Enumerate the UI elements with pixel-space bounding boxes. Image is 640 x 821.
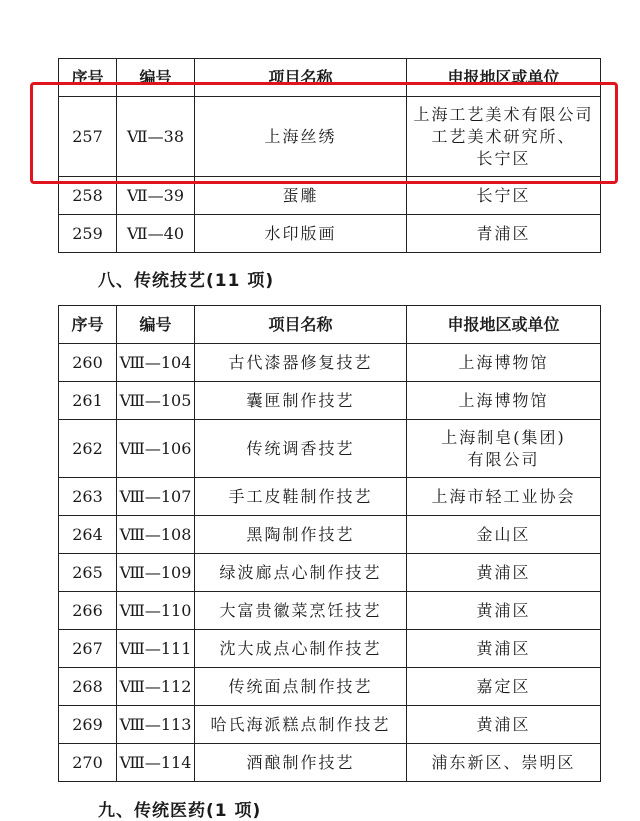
cell-code: Ⅷ—112 (117, 668, 195, 706)
cell-name: 手工皮鞋制作技艺 (195, 478, 407, 516)
cell-region: 浦东新区、崇明区 (407, 744, 601, 782)
cell-name: 蛋雕 (195, 177, 407, 215)
table-header-row (59, 306, 601, 344)
cell-name: 黑陶制作技艺 (195, 516, 407, 554)
cell-region: 上海制皂(集团) 有限公司 (407, 420, 601, 478)
table-row (59, 344, 601, 382)
cell-seq: 267 (59, 630, 117, 668)
cell-seq: 266 (59, 592, 117, 630)
cell-name: 哈氏海派糕点制作技艺 (195, 706, 407, 744)
cell-region: 上海博物馆 (407, 344, 601, 382)
table-header-row (59, 59, 601, 97)
cell-seq: 265 (59, 554, 117, 592)
table-row (59, 630, 601, 668)
cell-seq: 260 (59, 344, 117, 382)
cell-name: 绿波廊点心制作技艺 (195, 554, 407, 592)
cell-region: 上海市轻工业协会 (407, 478, 601, 516)
cell-name: 大富贵徽菜烹饪技艺 (195, 592, 407, 630)
cell-region: 上海博物馆 (407, 382, 601, 420)
table-row (59, 177, 601, 215)
header-region: 申报地区或单位 (407, 59, 601, 97)
cell-seq: 269 (59, 706, 117, 744)
cell-code: Ⅷ—107 (117, 478, 195, 516)
cell-code: Ⅷ—111 (117, 630, 195, 668)
header-code: 编号 (117, 306, 195, 344)
header-seq: 序号 (59, 59, 117, 97)
heritage-table-visual-arts (58, 58, 601, 253)
cell-seq: 268 (59, 668, 117, 706)
cell-name: 传统调香技艺 (195, 420, 407, 478)
cell-code: Ⅷ—113 (117, 706, 195, 744)
cell-name: 水印版画 (195, 215, 407, 253)
table-row (59, 516, 601, 554)
header-region: 申报地区或单位 (407, 306, 601, 344)
header-name: 项目名称 (195, 306, 407, 344)
cell-code: Ⅶ—38 (117, 97, 195, 177)
cell-code: Ⅷ—105 (117, 382, 195, 420)
cell-region: 嘉定区 (407, 668, 601, 706)
cell-code: Ⅶ—40 (117, 215, 195, 253)
cell-code: Ⅷ—109 (117, 554, 195, 592)
header-code: 编号 (117, 59, 195, 97)
table-row (59, 420, 601, 478)
cell-code: Ⅷ—108 (117, 516, 195, 554)
table-row (59, 97, 601, 177)
table-row (59, 382, 601, 420)
cell-region: 黄浦区 (407, 630, 601, 668)
cell-name: 古代漆器修复技艺 (195, 344, 407, 382)
cell-name: 囊匣制作技艺 (195, 382, 407, 420)
cell-region: 黄浦区 (407, 554, 601, 592)
cell-name: 酒酿制作技艺 (195, 744, 407, 782)
cell-region: 上海工艺美术有限公司 工艺美术研究所、 长宁区 (407, 97, 601, 177)
cell-seq: 263 (59, 478, 117, 516)
cell-region: 黄浦区 (407, 706, 601, 744)
cell-seq: 262 (59, 420, 117, 478)
section-heading-traditional-crafts: 八、传统技艺(11 项) (98, 271, 275, 291)
section-heading-traditional-medicine: 九、传统医药(1 项) (98, 801, 262, 821)
header-name: 项目名称 (195, 59, 407, 97)
table-row (59, 706, 601, 744)
cell-code: Ⅷ—104 (117, 344, 195, 382)
cell-seq: 257 (59, 97, 117, 177)
header-seq: 序号 (59, 306, 117, 344)
cell-code: Ⅷ—106 (117, 420, 195, 478)
cell-code: Ⅶ—39 (117, 177, 195, 215)
table-row (59, 554, 601, 592)
cell-name: 沈大成点心制作技艺 (195, 630, 407, 668)
table-row (59, 215, 601, 253)
cell-seq: 259 (59, 215, 117, 253)
cell-code: Ⅷ—110 (117, 592, 195, 630)
table-row (59, 592, 601, 630)
cell-seq: 264 (59, 516, 117, 554)
cell-region: 青浦区 (407, 215, 601, 253)
cell-region: 金山区 (407, 516, 601, 554)
cell-name: 传统面点制作技艺 (195, 668, 407, 706)
cell-region: 黄浦区 (407, 592, 601, 630)
heritage-table-traditional-crafts (58, 305, 601, 782)
cell-code: Ⅷ—114 (117, 744, 195, 782)
cell-seq: 270 (59, 744, 117, 782)
table-row (59, 744, 601, 782)
table-row (59, 478, 601, 516)
cell-region: 长宁区 (407, 177, 601, 215)
cell-seq: 261 (59, 382, 117, 420)
cell-name: 上海丝绣 (195, 97, 407, 177)
cell-seq: 258 (59, 177, 117, 215)
table-row (59, 668, 601, 706)
